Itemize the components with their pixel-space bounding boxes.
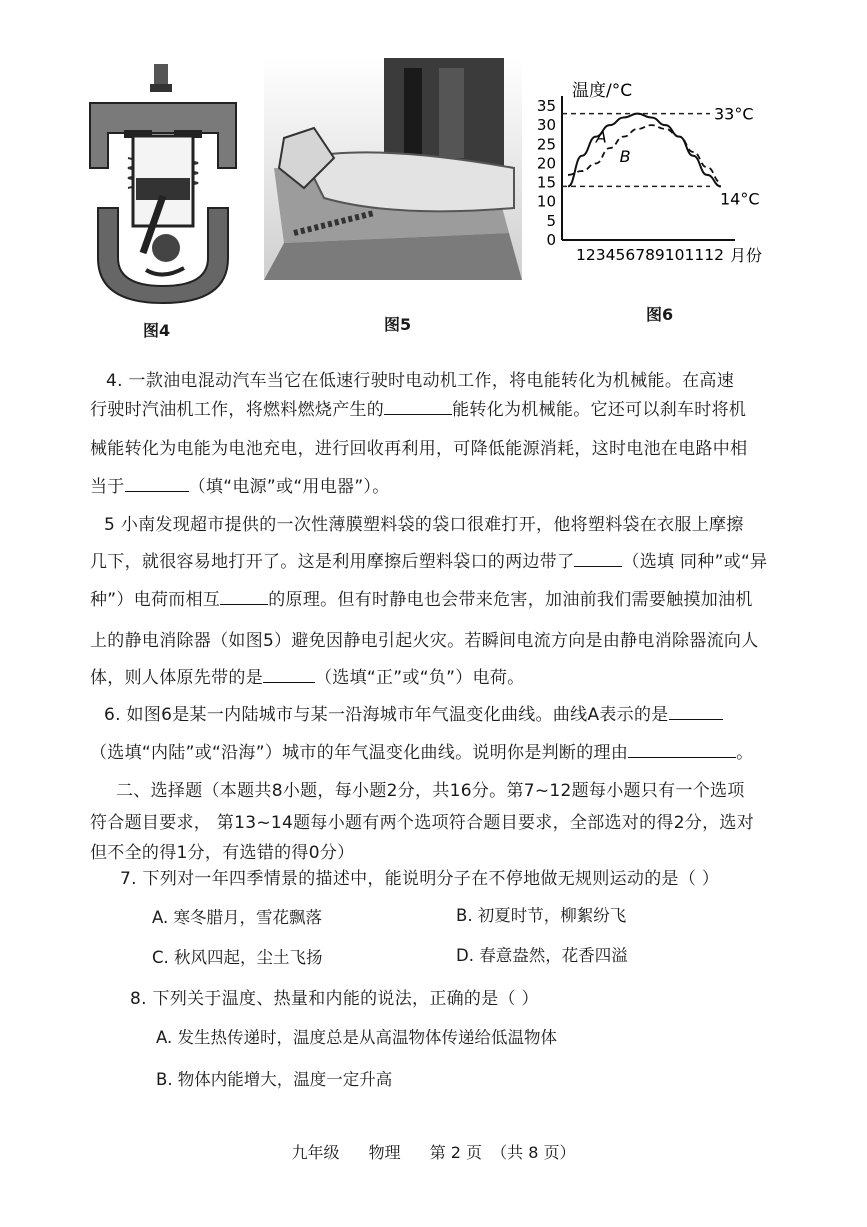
q4-line-3: 械能转化为电能为电池充电，进行回收再利用，可降低能源消耗，这时电池在电路中相 — [90, 439, 748, 459]
q4-line-2: 行驶时汽油机工作，将燃料燃烧产生的 能转化为机械能。它还可以刹车时将机 — [90, 400, 747, 420]
y-tick-label: 35 — [536, 97, 556, 115]
q7-stem: 7. 下列对一年四季情景的描述中，能说明分子在不停地做无规则运动的是（ ） — [120, 869, 720, 889]
fig4-caption: 图4 — [143, 321, 171, 340]
reference-label-1: 14°C — [720, 189, 760, 209]
reference-label-0: 33°C — [714, 104, 754, 124]
y-tick-label: 25 — [536, 135, 556, 154]
series-label-B: B — [619, 146, 631, 166]
fig5-caption: 图5 — [384, 315, 412, 334]
q7-option-d[interactable]: D. 春意盎然，花香四溢 — [456, 946, 628, 965]
footer-grade: 九年级 — [291, 1143, 340, 1162]
q4-line-4: 当于 （填“电源”或“用电器”）。 — [90, 477, 390, 497]
q5-blank-2[interactable] — [220, 590, 268, 605]
series-line-B — [568, 125, 721, 182]
q7-option-a[interactable]: A. 寒冬腊月，雪花飘落 — [152, 908, 322, 927]
q5-line-1: 5 小南发现超市提供的一次性薄膜塑料袋的袋口很难打开，他将塑料袋在衣服上摩擦 — [104, 515, 744, 535]
q6-blank-1[interactable] — [669, 705, 723, 720]
q6-blank-2[interactable] — [628, 743, 736, 758]
y-tick-label: 10 — [536, 192, 556, 211]
y-tick-label: 0 — [546, 231, 556, 249]
fig6-temperature-chart — [530, 74, 800, 274]
fig5-photo — [264, 58, 522, 280]
page-footer — [0, 1140, 867, 1163]
y-axis-label: 温度/°C — [572, 81, 633, 101]
y-tick-label: 20 — [536, 154, 556, 173]
q4-blank-2[interactable] — [125, 477, 189, 492]
footer-page: 第 2 页 — [429, 1143, 483, 1162]
q7-option-b[interactable]: B. 初夏时节，柳絮纷飞 — [456, 906, 627, 925]
section2-line-1: 二、选择题（本题共8小题，每小题2分，共16分。第7~12题每小题只有一个选项 — [116, 781, 745, 801]
q8-option-a[interactable]: A. 发生热传递时，温度总是从高温物体传递给低温物体 — [156, 1028, 557, 1047]
q5-blank-3[interactable] — [263, 668, 315, 683]
q7-option-c[interactable]: C. 秋风四起，尘土飞扬 — [152, 948, 323, 967]
y-tick-label: 15 — [536, 173, 556, 192]
y-tick-label: 5 — [546, 211, 556, 230]
y-tick-label: 30 — [536, 116, 556, 135]
q8-option-b[interactable]: B. 物体内能增大，温度一定升高 — [156, 1070, 393, 1089]
x-tick-labels: 123456789101112 — [576, 246, 724, 264]
q5-line-2: 几下，就很容易地打开了。这是利用摩擦后塑料袋口的两边带了 （选填 同种”或“异 — [90, 552, 768, 572]
series-line-A — [568, 114, 721, 187]
fig6-caption: 图6 — [646, 305, 674, 324]
series-label-A: A — [595, 127, 607, 147]
section2-line-2: 符合题目要求， 第13~14题每小题有两个选项符合题目要求，全部选对的得2分，选对 — [90, 813, 755, 833]
q4-line-1: 4. 一款油电混动汽车当它在低速行驶时电动机工作，将电能转化为机械能。在高速 — [106, 371, 735, 391]
x-axis-label: 月份 — [730, 246, 763, 265]
q5-line-4: 上的静电消除器（如图5）避免因静电引起火灾。若瞬间电流方向是由静电消除器流向人 — [90, 631, 759, 651]
q6-line-2: （选填“内陆”或“沿海”）城市的年气温变化曲线。说明你是判断的理由 。 — [90, 743, 754, 763]
q6-line-1: 6. 如图6是某一内陆城市与某一沿海城市年气温变化曲线。曲线A表示的是 — [0, 700, 867, 725]
footer-total: （共 8 页） — [491, 1143, 576, 1162]
q5-line-3: 种”）电荷而相互 的原理。但有时静电也会带来危害，加油前我们需要触摸加油机 — [90, 590, 753, 610]
section2-line-3: 但不全的得1分，有选错的得0分） — [90, 843, 355, 863]
footer-subject: 物理 — [368, 1143, 401, 1162]
q4-blank-1[interactable] — [384, 400, 452, 415]
q8-stem: 8. 下列关于温度、热量和内能的说法，正确的是（ ） — [130, 989, 539, 1009]
fig4-engine-diagram — [88, 58, 238, 308]
q5-line-5: 体，则人体原先带的是 （选填“正”或“负”）电荷。 — [90, 668, 525, 688]
q5-blank-1[interactable] — [574, 552, 622, 567]
